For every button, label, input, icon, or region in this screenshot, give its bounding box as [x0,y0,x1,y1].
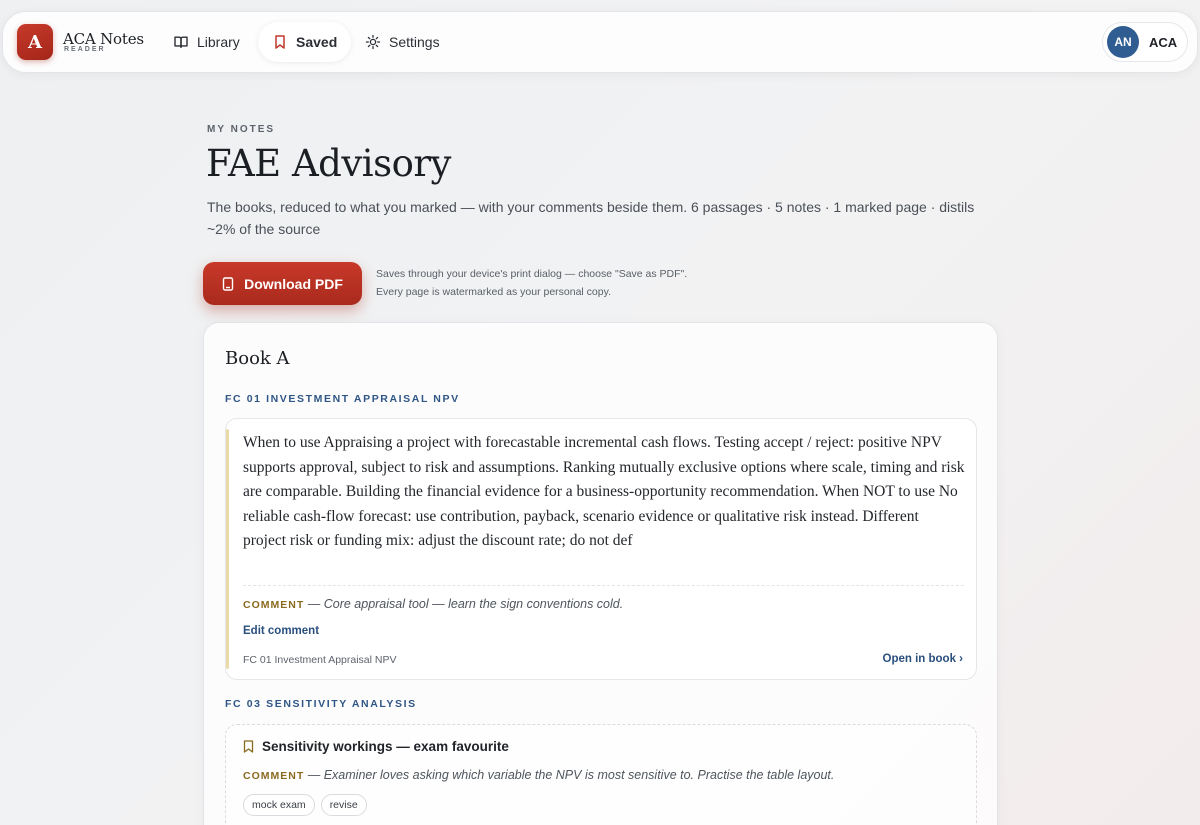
user-menu[interactable] [1102,22,1188,62]
document-icon [222,277,234,291]
nav-item-label: Settings [389,34,440,50]
download-pdf-button[interactable] [203,262,362,305]
top-nav-bar [2,11,1198,73]
divider [243,585,964,586]
comment-dash: — [307,597,324,611]
page-title: FAE Advisory [206,142,451,185]
user-label: ACA [1149,34,1178,50]
nav-item-library[interactable] [159,22,254,62]
comment-text: Examiner loves asking which variable the NPV is most sensitive to. Practise the table layout. [323,768,835,782]
comment-tag: COMMENT [243,770,305,782]
section-label: FC 01 INVESTMENT APPRAISAL NPV [225,393,460,405]
avatar: AN [1107,26,1139,58]
page-eyebrow: MY NOTES [207,124,276,135]
tag-list [243,794,367,816]
comment-dash: — [307,768,324,782]
nav-item-label: Saved [296,34,338,50]
download-hint: Saves through your device's print dialog — choose "Save as PDF". Every page is watermarked as your personal copy. [376,268,688,298]
book-open-icon [173,34,189,50]
comment-text: Core appraisal tool — learn the sign conventions cold. [323,597,624,611]
tag-chip[interactable]: mock exam [243,794,315,816]
gear-icon [365,34,381,50]
passage-text: When to use Appraising a project with forecastable incremental cash flows. Testing accept / reject: positive NPV supports approval, subject to risk and assumptions. Ranking mutually exclusive options where scale, timing and risk are comparable. Building the financial evidence for a business-opportunity recommendation. When NOT to use No reliable cash-flow forecast: use contribution, payback, scenario evidence or qualitative risk instead. Different project risk or funding mix: adjust the discount rate; do not def [243,434,965,549]
brand-name: ACA Notes [63,30,144,48]
section-label: FC 03 SENSITIVITY ANALYSIS [225,698,417,710]
brand-subtitle: READER [64,46,106,53]
bookmark-icon [272,34,288,50]
app-logo[interactable]: A [17,24,53,60]
download-pdf-label: Download PDF [244,275,343,292]
tag-chip[interactable]: revise [321,794,367,816]
nav-item-settings[interactable] [351,22,454,62]
book-card [203,322,998,825]
comment [243,768,963,782]
comment [243,597,963,611]
book-title: Book A [225,348,290,369]
edit-comment-link[interactable]: Edit comment [243,625,320,637]
page-subtitle: The books, reduced to what you marked — with your comments beside them. 6 passages · 5 notes · 1 marked page · distils ~2% of the source [207,199,975,237]
highlighted-passage [225,418,977,680]
bookmark-note [225,724,977,825]
nav-item-saved[interactable] [258,22,351,62]
passage-source: FC 01 Investment Appraisal NPV [243,654,397,666]
nav-item-label: Library [197,34,240,50]
comment-tag: COMMENT [243,599,305,611]
open-in-book-link[interactable]: Open in book › [882,653,963,665]
bookmark-title-text: Sensitivity workings — exam favourite [262,739,509,754]
bookmark-icon [243,740,254,753]
bookmark-title [243,739,509,754]
